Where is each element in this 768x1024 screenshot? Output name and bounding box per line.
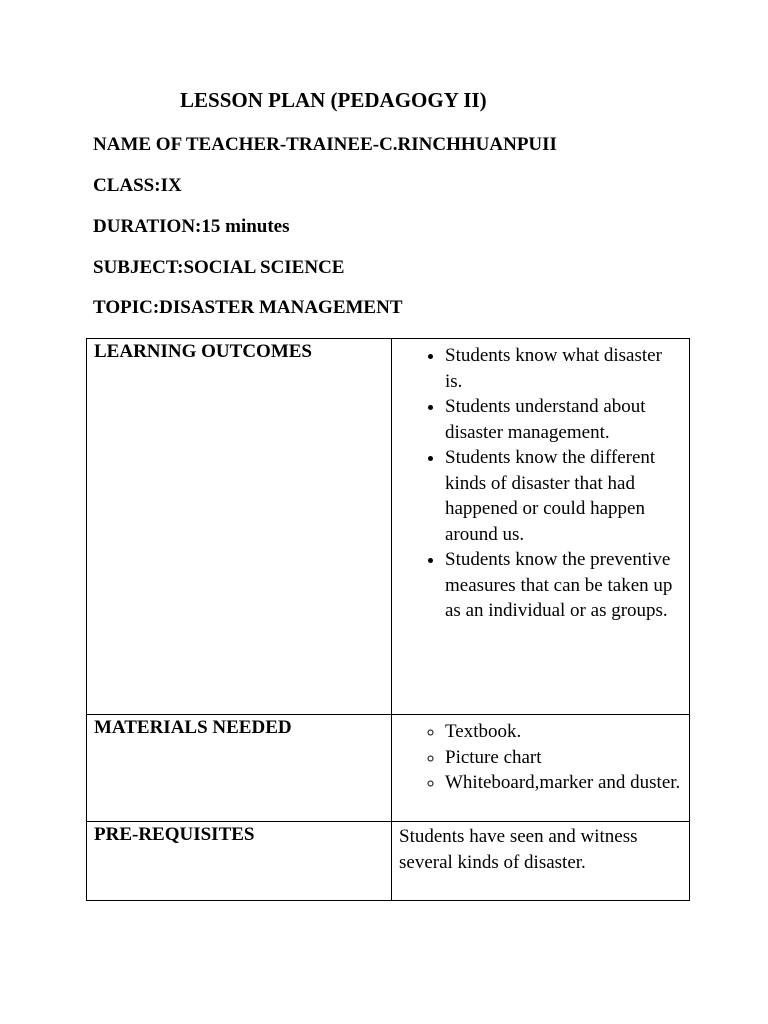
learning-outcomes-content — [392, 339, 690, 715]
duration-info: DURATION:15 minutes — [93, 216, 290, 237]
list-item: • Students know the preventive measures that can be taken up as an individual or as groups. — [445, 547, 683, 624]
topic-info: TOPIC:DISASTER MANAGEMENT — [93, 297, 403, 318]
materials-list — [392, 715, 689, 796]
list-item: ◦ Whiteboard,marker and duster. — [445, 770, 683, 796]
page-title: LESSON PLAN (PEDAGOGY II) — [180, 88, 487, 112]
list-item: • Students know the different kinds of disaster that had happened or could happen around us. — [445, 445, 683, 547]
list-item: ◦ Textbook. — [445, 719, 683, 745]
teacher-name: NAME OF TEACHER-TRAINEE-C.RINCHHUANPUII — [93, 134, 557, 155]
table-row-materials-needed — [87, 715, 690, 822]
table-row-pre-requisites — [87, 822, 690, 901]
materials-needed-content — [392, 715, 690, 822]
pre-requisites-label: PRE-REQUISITES — [87, 822, 392, 901]
class-info: CLASS:IX — [93, 175, 182, 196]
pre-requisites-content — [392, 822, 690, 901]
subject-info: SUBJECT:SOCIAL SCIENCE — [93, 257, 345, 278]
list-item: • Students understand about disaster management. — [445, 394, 683, 445]
materials-needed-label: MATERIALS NEEDED — [87, 715, 392, 822]
list-item: ◦ Picture chart — [445, 745, 683, 771]
pre-requisites-text: Students have seen and witness several kinds of disaster. — [399, 826, 638, 873]
lesson-plan-table — [86, 338, 690, 901]
learning-outcomes-label: LEARNING OUTCOMES — [87, 339, 392, 715]
table-row-learning-outcomes — [87, 339, 690, 715]
learning-outcomes-list — [392, 339, 689, 624]
list-item: • Students know what disaster is. — [445, 343, 683, 394]
